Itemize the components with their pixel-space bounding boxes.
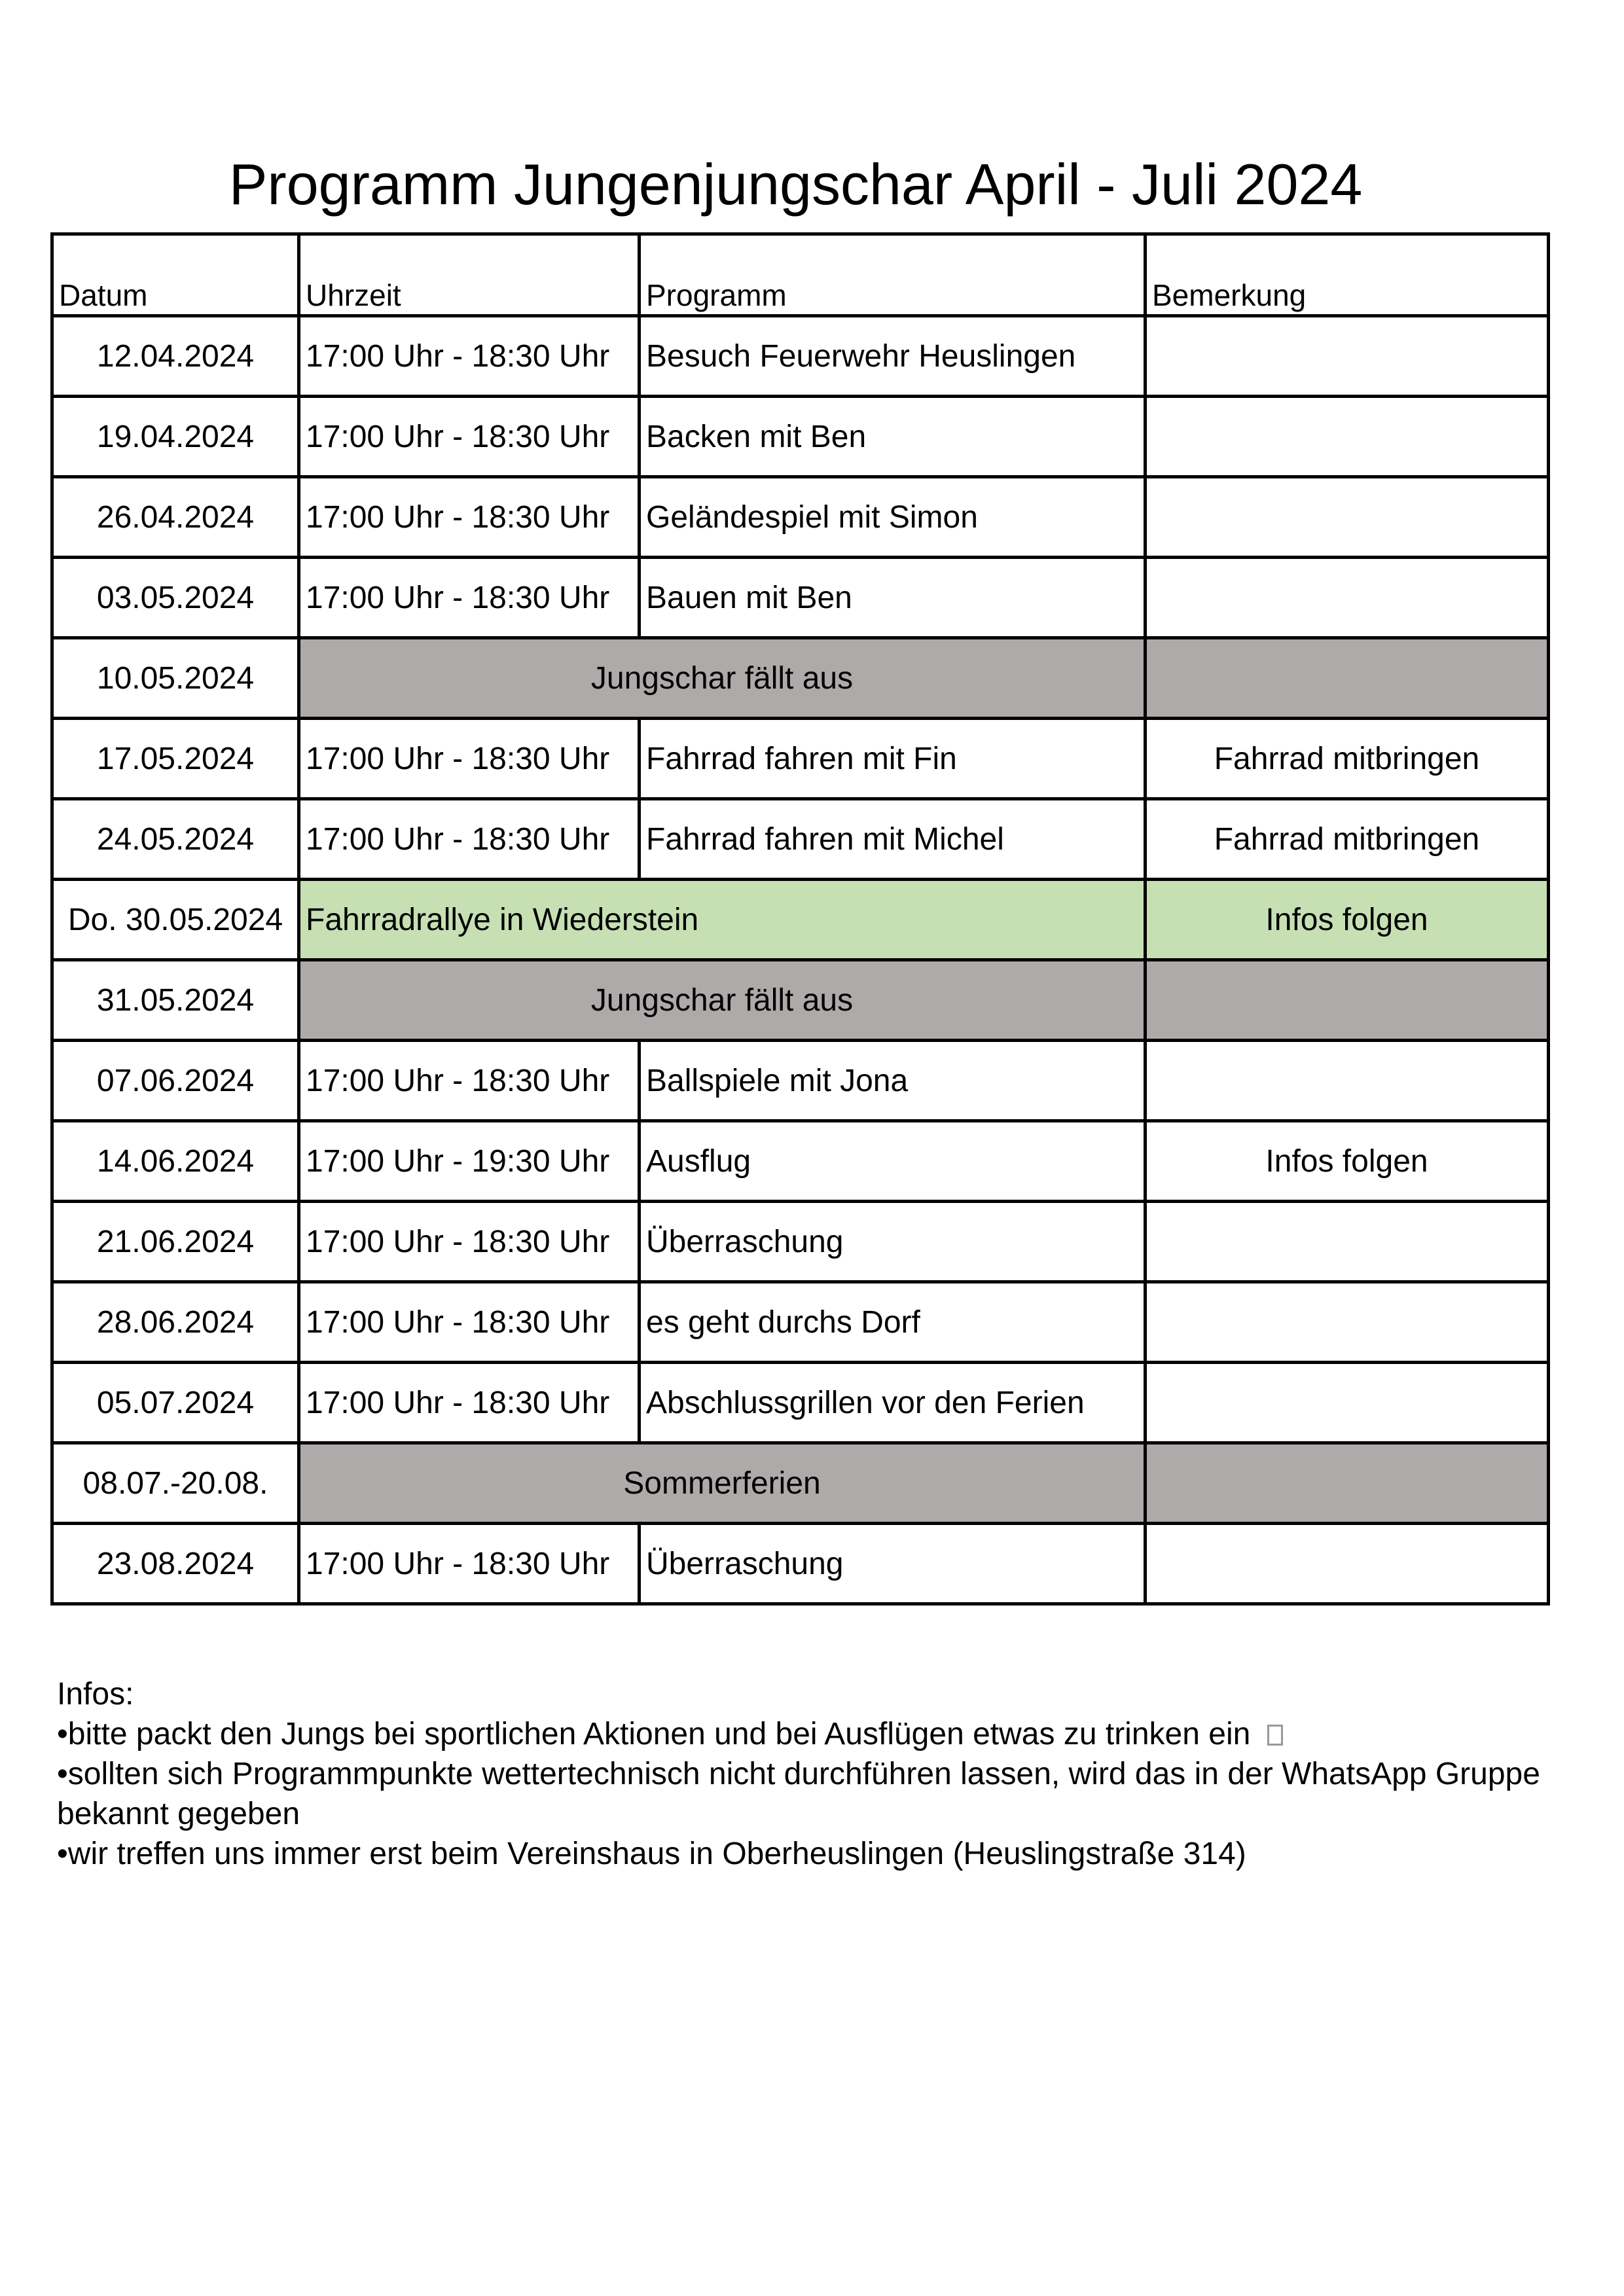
date-cell: 17.05.2024 [52, 719, 299, 799]
date-cell: Do. 30.05.2024 [52, 880, 299, 960]
time-cell: 17:00 Uhr - 18:30 Uhr [299, 1041, 640, 1121]
infos-heading: Infos: [57, 1677, 134, 1712]
table-header-row [52, 234, 1549, 316]
date-cell: 10.05.2024 [52, 638, 299, 719]
remark-cell [1146, 1041, 1549, 1121]
header-programm: Programm [640, 234, 1146, 316]
remark-cell: Infos folgen [1146, 1121, 1549, 1202]
date-cell: 12.04.2024 [52, 316, 299, 397]
missing-glyph-icon [1267, 1725, 1283, 1746]
date-cell: 24.05.2024 [52, 799, 299, 880]
infos-bullet-meeting-point: •wir treffen uns immer erst beim Vereinshaus in Oberheuslingen (Heuslingstraße 314) [57, 1837, 1246, 1871]
time-cell: 17:00 Uhr - 18:30 Uhr [299, 1363, 640, 1443]
table-row [52, 1202, 1549, 1282]
remark-cell: Fahrrad mitbringen [1146, 799, 1549, 880]
table-row [52, 799, 1549, 880]
program-cell: Geländespiel mit Simon [640, 477, 1146, 558]
program-cell: Überraschung [640, 1202, 1146, 1282]
time-cell: 17:00 Uhr - 19:30 Uhr [299, 1121, 640, 1202]
table-row-cancelled [52, 960, 1549, 1041]
date-cell: 28.06.2024 [52, 1282, 299, 1363]
time-cell: 17:00 Uhr - 18:30 Uhr [299, 397, 640, 477]
infos-section [57, 1674, 1549, 1874]
remark-cell [1146, 1363, 1549, 1443]
table-row [52, 316, 1549, 397]
table-row [52, 1041, 1549, 1121]
table-row [52, 1363, 1549, 1443]
program-cell: Abschlussgrillen vor den Ferien [640, 1363, 1146, 1443]
header-datum: Datum [52, 234, 299, 316]
program-cell: Bauen mit Ben [640, 558, 1146, 638]
program-cell: Backen mit Ben [640, 397, 1146, 477]
table-row-holiday [52, 1443, 1549, 1524]
remark-cell [1146, 397, 1549, 477]
remark-cell [1146, 960, 1549, 1041]
program-cell: Fahrrad fahren mit Michel [640, 799, 1146, 880]
remark-cell: Fahrrad mitbringen [1146, 719, 1549, 799]
date-cell: 14.06.2024 [52, 1121, 299, 1202]
time-cell: 17:00 Uhr - 18:30 Uhr [299, 1202, 640, 1282]
date-cell: 19.04.2024 [52, 397, 299, 477]
date-cell: 07.06.2024 [52, 1041, 299, 1121]
infos-bullet-weather: •sollten sich Programmpunkte wettertechnisch nicht durchführen lassen, wird das in der WhatsApp Gruppe bekannt gegeben [57, 1757, 1540, 1831]
remark-cell [1146, 558, 1549, 638]
infos-bullet-drinks [57, 1714, 1549, 1754]
remark-cell [1146, 477, 1549, 558]
program-cell: Ausflug [640, 1121, 1146, 1202]
table-row [52, 558, 1549, 638]
time-cell: 17:00 Uhr - 18:30 Uhr [299, 316, 640, 397]
time-cell: 17:00 Uhr - 18:30 Uhr [299, 1524, 640, 1604]
schedule-table [50, 232, 1550, 1605]
date-cell: 03.05.2024 [52, 558, 299, 638]
date-cell: 08.07.-20.08. [52, 1443, 299, 1524]
date-cell: 31.05.2024 [52, 960, 299, 1041]
table-row [52, 1524, 1549, 1604]
date-cell: 23.08.2024 [52, 1524, 299, 1604]
remark-cell [1146, 1202, 1549, 1282]
header-uhrzeit: Uhrzeit [299, 234, 640, 316]
merged-program-cell: Sommerferien [299, 1443, 1146, 1524]
date-cell: 05.07.2024 [52, 1363, 299, 1443]
table-row-cancelled [52, 638, 1549, 719]
time-cell: 17:00 Uhr - 18:30 Uhr [299, 558, 640, 638]
merged-program-cell: Fahrradrallye in Wiederstein [299, 880, 1146, 960]
table-row [52, 477, 1549, 558]
table-row [52, 719, 1549, 799]
table-row [52, 397, 1549, 477]
merged-program-cell: Jungschar fällt aus [299, 638, 1146, 719]
infos-bullet-drinks-text: •bitte packt den Jungs bei sportlichen Aktionen und bei Ausflügen etwas zu trinken ein [57, 1717, 1251, 1751]
program-cell: Überraschung [640, 1524, 1146, 1604]
merged-program-cell: Jungschar fällt aus [299, 960, 1146, 1041]
page-title: Programm Jungenjungschar April - Juli 2024 [228, 152, 1363, 217]
time-cell: 17:00 Uhr - 18:30 Uhr [299, 1282, 640, 1363]
remark-cell [1146, 638, 1549, 719]
time-cell: 17:00 Uhr - 18:30 Uhr [299, 477, 640, 558]
remark-cell [1146, 1524, 1549, 1604]
remark-cell [1146, 1282, 1549, 1363]
remark-cell [1146, 1443, 1549, 1524]
program-cell: Ballspiele mit Jona [640, 1041, 1146, 1121]
header-bemerkung: Bemerkung [1146, 234, 1549, 316]
date-cell: 26.04.2024 [52, 477, 299, 558]
program-cell: es geht durchs Dorf [640, 1282, 1146, 1363]
table-row-event [52, 880, 1549, 960]
time-cell: 17:00 Uhr - 18:30 Uhr [299, 719, 640, 799]
time-cell: 17:00 Uhr - 18:30 Uhr [299, 799, 640, 880]
table-row [52, 1282, 1549, 1363]
remark-cell [1146, 316, 1549, 397]
program-cell: Fahrrad fahren mit Fin [640, 719, 1146, 799]
program-cell: Besuch Feuerwehr Heuslingen [640, 316, 1146, 397]
remark-cell: Infos folgen [1146, 880, 1549, 960]
table-row [52, 1121, 1549, 1202]
date-cell: 21.06.2024 [52, 1202, 299, 1282]
